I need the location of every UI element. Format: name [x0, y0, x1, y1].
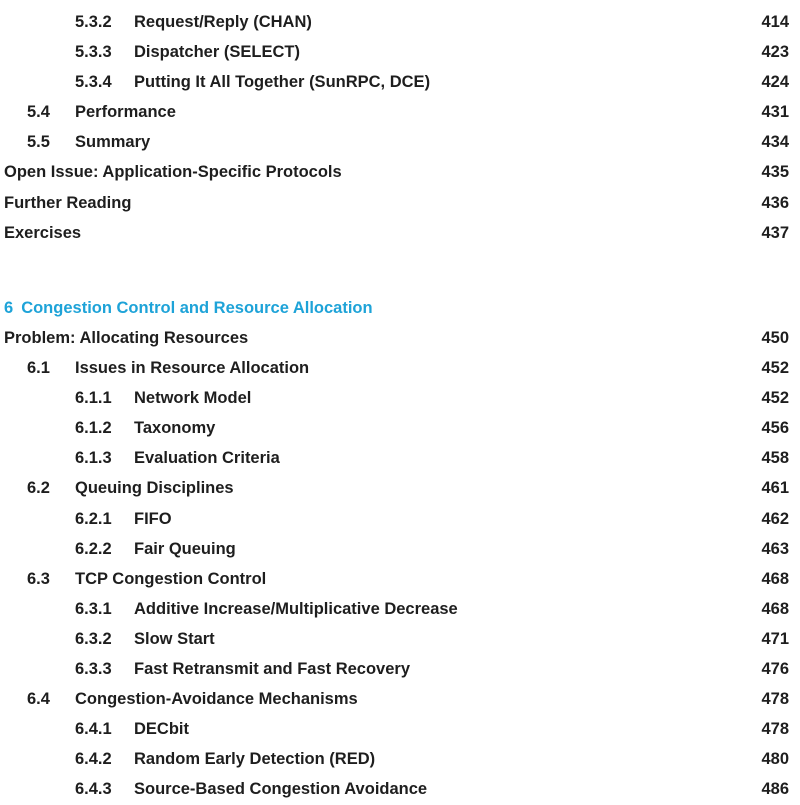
toc-entry-title: Performance — [75, 103, 176, 122]
toc-entry-title: FIFO — [134, 509, 172, 528]
toc-entry-page: 431 — [761, 103, 789, 122]
toc-entry-title: Dispatcher (SELECT) — [134, 43, 300, 62]
toc-entry-page: 478 — [761, 720, 789, 739]
toc-entry-page: 468 — [761, 569, 789, 588]
toc-entry-page: 452 — [761, 359, 789, 378]
toc-entry-title: Slow Start — [134, 629, 215, 648]
toc-entry — [0, 157, 800, 187]
toc-entry — [0, 624, 800, 654]
chapter-6-heading — [4, 293, 373, 323]
toc-entry — [0, 594, 800, 624]
toc-entry — [0, 473, 800, 503]
toc-entry-page: 462 — [761, 509, 789, 528]
toc-entry-number: 6.4.1 — [75, 720, 112, 739]
toc-entry — [0, 504, 800, 534]
toc-entry — [0, 353, 800, 383]
toc-entry-page: 468 — [761, 599, 789, 618]
toc-entry — [0, 534, 800, 564]
toc-entry-title: Queuing Disciplines — [75, 479, 234, 498]
toc-entry — [0, 67, 800, 97]
toc-entry-title: Evaluation Criteria — [134, 449, 280, 468]
toc-entry-number: 6.3 — [27, 569, 50, 588]
toc-entry-page: 463 — [761, 539, 789, 558]
toc-entry-page: 458 — [761, 449, 789, 468]
toc-entry-number: 5.3.2 — [75, 13, 112, 31]
toc-entry — [0, 7, 800, 37]
toc-entry-page: 461 — [761, 479, 789, 498]
toc-entry-number: 6.3.3 — [75, 660, 112, 679]
toc-entry-number: 5.3.4 — [75, 73, 112, 92]
toc-chapter-6 — [0, 323, 800, 805]
toc-entry-number: 6.2 — [27, 479, 50, 498]
toc-entry — [0, 443, 800, 473]
toc-entry-number: 6.1.3 — [75, 449, 112, 468]
toc-entry-number: 6.2.2 — [75, 539, 112, 558]
toc-entry-number: 6.1 — [27, 359, 50, 378]
toc-entry-title: Additive Increase/Multiplicative Decrease — [134, 599, 458, 618]
toc-entry-number: 6.3.1 — [75, 599, 112, 618]
toc-entry — [0, 714, 800, 744]
toc-entry-number: 6.2.1 — [75, 509, 112, 528]
toc-entry-page: 414 — [761, 13, 789, 31]
toc-entry-title: Exercises — [4, 223, 82, 242]
toc-entry-title: Further Reading — [4, 193, 132, 212]
toc-entry-title: Taxonomy — [134, 419, 216, 438]
toc-entry-title: Problem: Allocating Resources — [4, 329, 249, 347]
toc-entry-page: 478 — [761, 690, 789, 709]
toc-entry-title: Fair Queuing — [134, 539, 236, 558]
toc-entry — [0, 564, 800, 594]
toc-entry-page: 424 — [761, 73, 789, 92]
toc-entry — [0, 654, 800, 684]
toc-entry — [0, 323, 800, 353]
toc-entry-number: 6.4.2 — [75, 750, 112, 769]
toc-entry-title: Fast Retransmit and Fast Recovery — [134, 660, 411, 679]
toc-entry-title: Issues in Resource Allocation — [75, 359, 310, 378]
toc-entry — [0, 97, 800, 127]
toc-entry-page: 437 — [761, 223, 789, 242]
toc-entry-title: Random Early Detection (RED) — [134, 750, 376, 769]
toc-entry-page: 423 — [761, 43, 789, 62]
chapter-title: Congestion Control and Resource Allocation — [21, 299, 373, 317]
chapter-number: 6 — [4, 299, 14, 317]
toc-entry-title: Request/Reply (CHAN) — [134, 13, 312, 31]
toc-entry-page: 456 — [761, 419, 789, 438]
toc-entry — [0, 744, 800, 774]
toc-entry-title: DECbit — [134, 720, 189, 739]
toc-entry-number: 6.1.2 — [75, 419, 112, 438]
toc-entry — [0, 684, 800, 714]
toc-entry-page: 435 — [761, 163, 789, 182]
toc-entry — [0, 218, 800, 248]
toc-entry-number: 5.3.3 — [75, 43, 112, 62]
toc-entry-title: Putting It All Together (SunRPC, DCE) — [134, 73, 431, 92]
toc-entry — [0, 188, 800, 218]
toc-entry-page: 452 — [761, 389, 789, 408]
toc-entry-page: 434 — [761, 133, 789, 152]
toc-entry-title: Open Issue: Application-Specific Protocols — [4, 163, 342, 182]
toc-entry-title: Network Model — [134, 389, 252, 408]
toc-entry-title: Congestion-Avoidance Mechanisms — [75, 690, 358, 709]
toc-entry-number: 5.5 — [27, 133, 50, 152]
toc-section-5-continued — [0, 7, 800, 248]
toc-entry-number: 6.3.2 — [75, 629, 112, 648]
toc-entry-number: 6.1.1 — [75, 389, 112, 408]
toc-entry-title: Summary — [75, 133, 151, 152]
toc-entry-number: 6.4 — [27, 690, 50, 709]
toc-entry-page: 486 — [761, 780, 789, 799]
toc-entry — [0, 37, 800, 67]
toc-entry-page: 480 — [761, 750, 789, 769]
toc-entry-number: 6.4.3 — [75, 780, 112, 799]
toc-entry — [0, 127, 800, 157]
toc-entry-page: 436 — [761, 193, 789, 212]
toc-entry-page: 476 — [761, 660, 789, 679]
toc-entry-page: 450 — [761, 329, 789, 347]
toc-entry-number: 5.4 — [27, 103, 50, 122]
toc-entry — [0, 413, 800, 443]
toc-entry — [0, 383, 800, 413]
toc-entry-page: 471 — [761, 629, 789, 648]
toc-entry-title: TCP Congestion Control — [75, 569, 267, 588]
toc-entry-title: Source-Based Congestion Avoidance — [134, 780, 428, 799]
